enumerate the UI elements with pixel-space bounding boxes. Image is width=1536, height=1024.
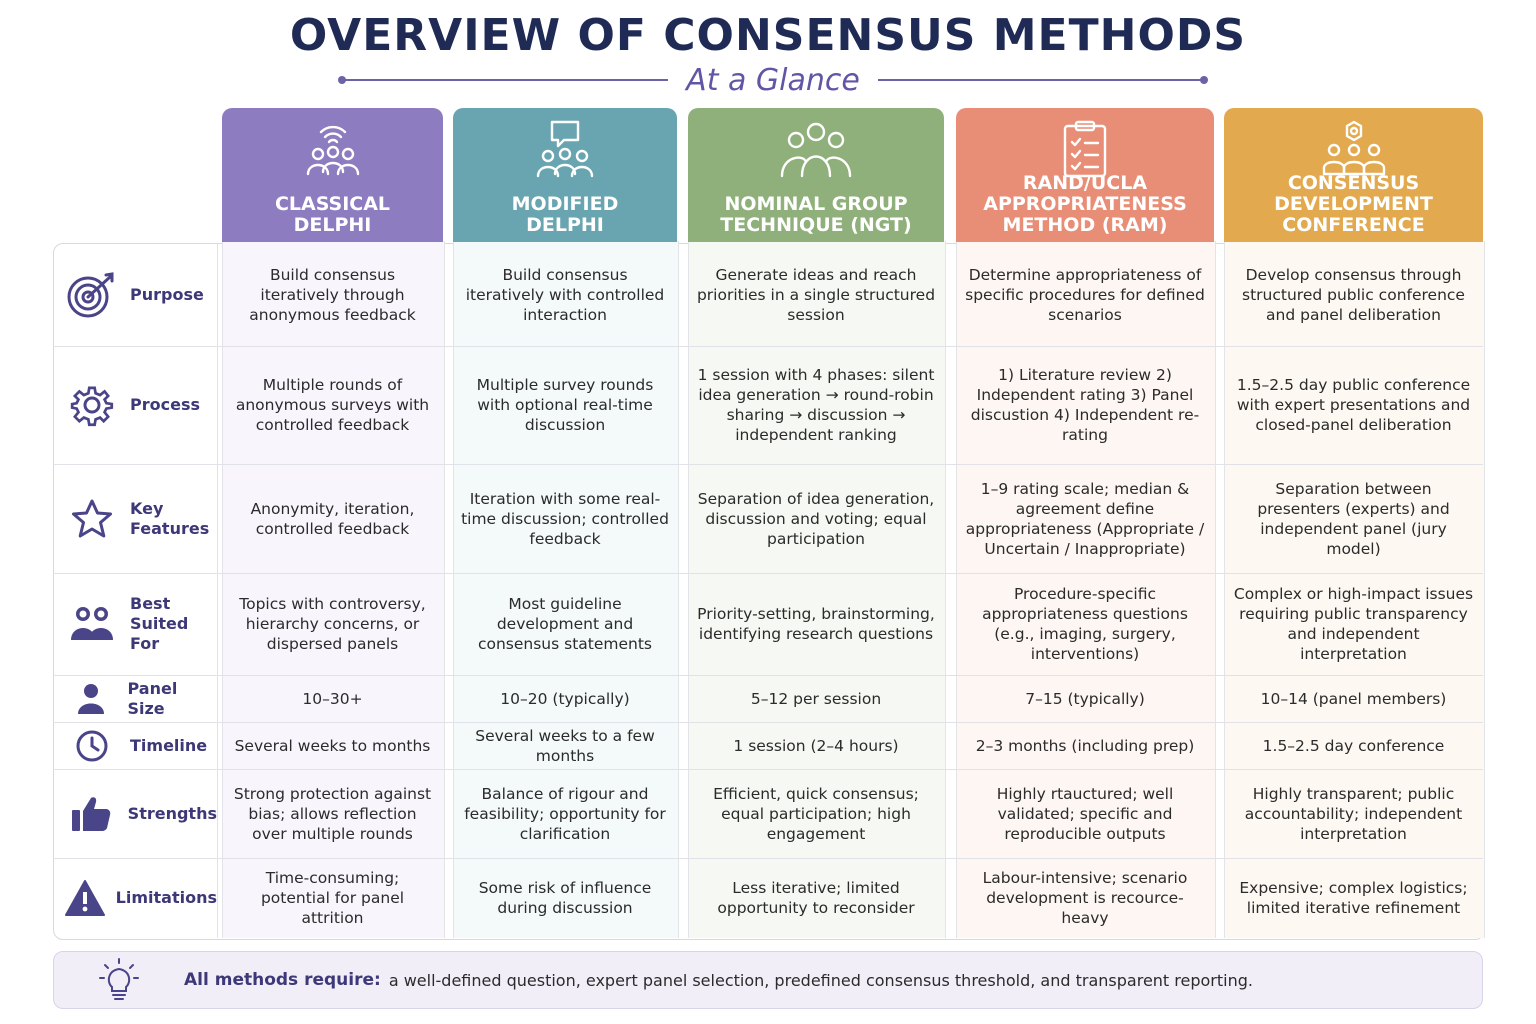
row-label-text: Best Suited For (130, 594, 189, 653)
subtitle-divider-right (878, 79, 1206, 81)
table-cell: 10–14 (panel members) (1260, 689, 1447, 708)
table-cell: Determine appropriateness of specific procedures for defined scenarios (965, 266, 1205, 324)
column-header (688, 108, 944, 242)
footer-bold-label: All methods require: (184, 970, 381, 990)
table-cell: Most guideline development and consensus statements (477, 595, 653, 653)
column-header-label: CONSENSUS DEVELOPMENT CONFERENCE (1274, 172, 1433, 236)
table-cell: 1–9 rating scale; median & agreement define appropriateness (Appropriate / Uncertain / Inappropriate) (965, 479, 1205, 558)
subtitle-row (340, 62, 1206, 98)
thumbs-up-icon (54, 795, 128, 833)
table-cell: Generate ideas and reach priorities in a single structured session (696, 266, 936, 324)
table-cell: 1 session (2–4 hours) (733, 736, 899, 755)
table-cell: 7–15 (typically) (1025, 689, 1145, 708)
table-cell: Iteration with some real-time discussion; controlled feedback (461, 489, 669, 548)
warning-icon (54, 879, 116, 917)
lightbulb-icon (54, 957, 184, 1003)
table-cell: Time-consuming; potential for panel attrition (260, 869, 405, 927)
column-header-label: MODIFIED DELPHI (511, 193, 619, 236)
table-cell: 10–20 (typically) (500, 689, 630, 708)
table-cell: Efficient, quick consensus; equal participation; high engagement (713, 784, 919, 843)
row-label-text: Timeline (130, 735, 208, 755)
conference-icon (1224, 118, 1483, 180)
column-header-label: CLASSICAL DELPHI (274, 193, 391, 236)
table-cell: 1.5–2.5 day public conference with expert presentations and closed-panel deliberation (1236, 376, 1471, 434)
row-label-text: Key Features (130, 498, 210, 538)
table-cell: 2–3 months (including prep) (975, 736, 1195, 755)
subtitle-divider-left (340, 79, 668, 81)
table-cell: Labour-intensive; scenario development is recource-heavy (982, 869, 1188, 927)
table-cell: Highly transparent; public accountability; independent interpretation (1244, 784, 1463, 843)
row-label (54, 858, 217, 938)
table-cell: Expensive; complex logistics; limited iterative refinement (1239, 879, 1468, 917)
row-label-text: Limitations (115, 888, 217, 907)
group-icon (688, 118, 944, 180)
table-cell: Several weeks to months (234, 736, 431, 755)
table-cell: Build consensus iteratively through anonymous feedback (249, 266, 416, 324)
table-cell: Highly rtauctured; well validated; specific and reproducible outputs (996, 784, 1174, 843)
table-cell: Several weeks to a few months (475, 726, 655, 765)
table-cell: Multiple survey rounds with optional real-time discussion (476, 376, 654, 434)
gear-icon (54, 383, 130, 427)
footer-note (53, 951, 1483, 1009)
table-cell: Strong protection against bias; allows reflection over multiple rounds (233, 784, 432, 843)
table-cell: Less iterative; limited opportunity to reconsider (717, 879, 915, 917)
page-title: OVERVIEW OF CONSENSUS METHODS (289, 10, 1247, 61)
table-cell: Anonymity, iteration, controlled feedback (250, 499, 415, 538)
column-header (222, 108, 443, 242)
people-icon (54, 604, 130, 644)
subtitle: At a Glance (686, 62, 860, 98)
row-label (54, 675, 217, 722)
row-label (54, 244, 217, 346)
table-cell: 1.5–2.5 day conference (1262, 736, 1445, 755)
table-cell: Balance of rigour and feasibility; opportunity for clarification (464, 784, 666, 843)
table-cell: Some risk of influence during discussion (478, 879, 652, 917)
table-cell: Topics with controversy, hierarchy concerns, or dispersed panels (239, 595, 426, 653)
table-cell: Multiple rounds of anonymous surveys with controlled feedback (235, 376, 430, 434)
row-label (54, 464, 217, 573)
column-header (956, 108, 1214, 242)
table-cell: Separation between presenters (experts) and independent panel (jury model) (1257, 479, 1450, 558)
table-cell: Separation of idea generation, discussion and voting; equal participation (697, 489, 935, 548)
row-label-text: Strengths (127, 803, 217, 823)
table-cell: Procedure-specific appropriateness questions (e.g., imaging, surgery, interventions) (982, 585, 1188, 663)
column-header (453, 108, 677, 242)
clipboard-check-icon (956, 118, 1214, 180)
column-header-label: NOMINAL GROUP TECHNIQUE (NGT) (720, 193, 912, 236)
row-label-text: Process (130, 395, 200, 414)
table-cell: 5–12 per session (750, 689, 882, 708)
star-icon (54, 499, 130, 539)
table-cell: Priority-setting, brainstorming, identifying research questions (697, 605, 935, 643)
table-cell: Complex or high-impact issues requiring public transparency and independent interpretation (1233, 585, 1474, 663)
column-header-label: RAND/UCLA APPROPRIATENESS METHOD (RAM) (983, 172, 1187, 236)
row-label (54, 769, 217, 858)
row-label (54, 573, 217, 675)
table-cell: Develop consensus through structured public conference and panel deliberation (1242, 266, 1465, 324)
person-icon (54, 683, 127, 715)
target-icon (54, 271, 130, 319)
clock-icon (54, 729, 130, 763)
row-label (54, 722, 217, 769)
table-cell: 1) Literature review 2) Independent rating 3) Panel discustion 4) Independent re-rating (970, 366, 1200, 444)
label-column-divider (217, 243, 218, 938)
chat-people-icon (453, 118, 677, 180)
row-label (54, 346, 217, 464)
column-header (1224, 108, 1483, 242)
table-cell: 10–30+ (302, 689, 363, 708)
footer-text: a well-defined question, expert panel selection, predefined consensus threshold, and transparent reporting. (388, 970, 1253, 990)
wifi-people-icon (222, 118, 443, 180)
row-label-text: Panel Size (127, 678, 178, 718)
table-cell: Build consensus iteratively with controlled interaction (465, 266, 665, 324)
row-label-text: Purpose (130, 285, 204, 304)
table-cell: 1 session with 4 phases: silent idea generation → round-robin sharing → discussion → independent ranking (697, 366, 935, 444)
